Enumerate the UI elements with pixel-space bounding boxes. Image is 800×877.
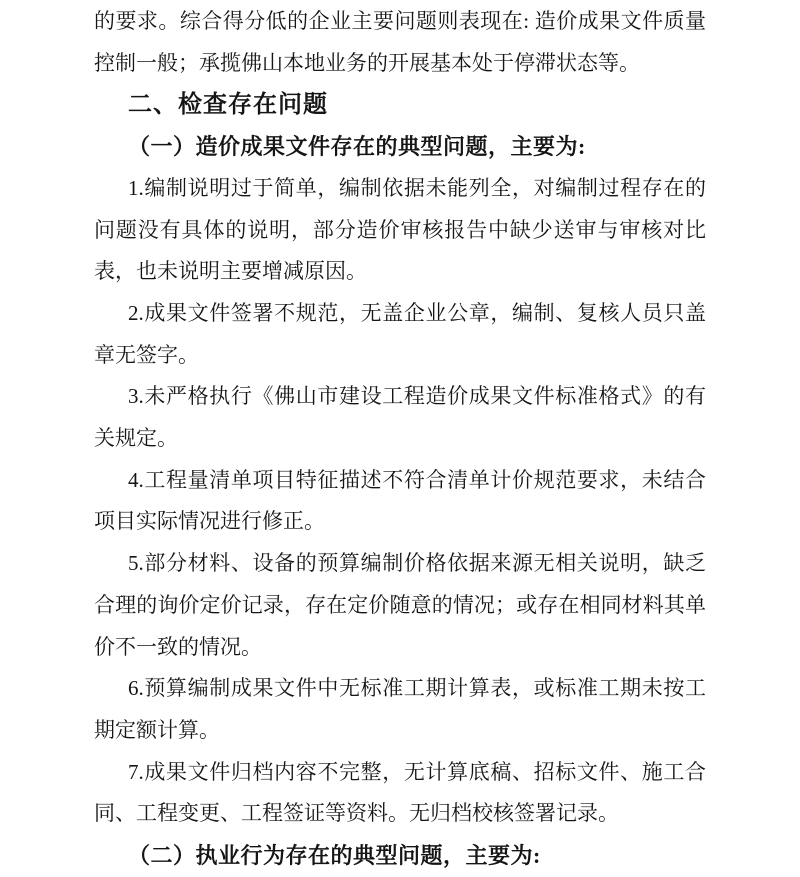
text-line: 2.成果文件签署不规范，无盖企业公章，编制、复核人员只盖	[128, 300, 706, 325]
section-heading-line: 二、检查存在问题	[128, 91, 328, 119]
subsection-heading-1	[94, 126, 706, 168]
section-heading	[94, 84, 706, 126]
text-line: 6.预算编制成果文件中无标准工期计算表，或标准工期未按工	[128, 676, 706, 701]
text-line: 项目实际情况进行修正。	[94, 509, 325, 534]
paragraph-continuation	[94, 1, 706, 84]
subsection-heading-line: （二）执业行为存在的典型问题，主要为:	[128, 843, 541, 869]
numbered-item-3	[94, 376, 706, 459]
text-line: 7.成果文件归档内容不完整，无计算底稿、招标文件、施工合	[128, 759, 706, 784]
text-line: 5.部分材料、设备的预算编制价格依据来源无相关说明，缺乏	[128, 551, 706, 576]
text-line: 控制一般；承揽佛山本地业务的开展基本处于停滞状态等。	[94, 50, 640, 75]
text-line: 1.编制说明过于简单，编制依据未能列全，对编制过程存在的	[128, 175, 706, 200]
text-line: 关规定。	[94, 426, 178, 451]
text-line: 问题没有具体的说明，部分造价审核报告中缺少送审与审核对比	[94, 217, 706, 242]
text-line: 表，也未说明主要增减原因。	[94, 259, 367, 284]
text-line: 的要求。综合得分低的企业主要问题则表现在: 造价成果文件质量	[94, 9, 706, 33]
text-line: 4.工程量清单项目特征描述不符合清单计价规范要求，未结合	[128, 467, 706, 492]
text-line: 价不一致的情况。	[94, 634, 262, 659]
numbered-item-6	[94, 668, 706, 751]
text-line: 同、工程变更、工程签证等资料。无归档校核签署记录。	[94, 801, 619, 826]
subsection-heading-line: （一）造价成果文件存在的典型问题，主要为:	[128, 134, 586, 160]
numbered-item-4	[94, 460, 706, 543]
text-line: 章无签字。	[94, 342, 199, 367]
text-line: 3.未严格执行《佛山市建设工程造价成果文件标准格式》的有	[128, 384, 706, 409]
text-line: 期定额计算。	[94, 717, 220, 742]
numbered-item-5	[94, 543, 706, 668]
text-line: 合理的询价定价记录，存在定价随意的情况；或存在相同材料其单	[94, 592, 706, 617]
numbered-item-7	[94, 752, 706, 835]
numbered-item-2	[94, 293, 706, 376]
numbered-item-1	[94, 168, 706, 293]
subsection-heading-2	[94, 835, 706, 877]
